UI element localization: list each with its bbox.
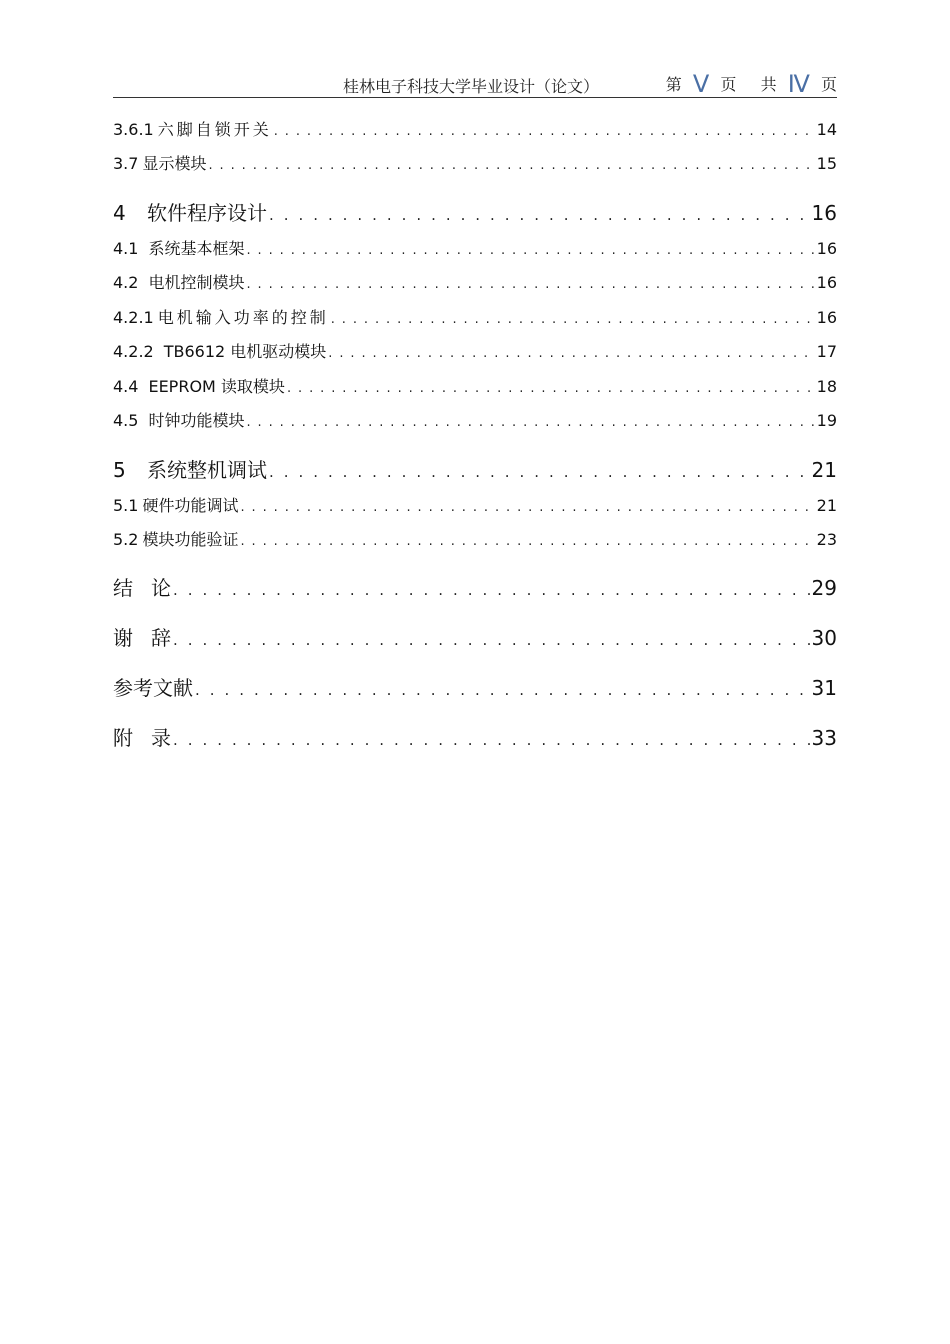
toc-entry-page: 31 [811,676,837,700]
toc-entry-title: 模块功能验证 [142,530,239,549]
toc-entry[interactable] [113,527,837,550]
toc-back-matter-entry[interactable] [113,622,837,651]
toc-entry-page: 29 [811,576,837,600]
toc-chapter-entry[interactable] [113,197,837,226]
toc-entry-page: 23 [816,530,837,549]
toc-entry[interactable] [113,305,837,328]
toc-entry[interactable] [113,374,837,397]
current-page-number: Ⅴ [692,72,710,98]
toc-entry-title: TB6612 电机驱动模块 [163,342,327,361]
toc-entry-number: 3.6.1 [113,120,154,139]
toc-dot-leader [269,206,810,224]
toc-dot-leader [246,243,814,258]
toc-entry-number: 5.2 [113,530,139,549]
toc-entry-title: 显示模块 [142,154,207,173]
page-prefix: 第 [665,75,682,94]
toc-entry-page: 30 [811,626,837,650]
total-unit: 页 [820,75,837,94]
toc-dot-leader [246,277,814,292]
toc-entry[interactable] [113,117,837,140]
toc-entry-title: 结论 [113,576,189,600]
toc-entry-title: 六脚自锁开关 [157,120,272,139]
toc-back-matter-entry[interactable] [113,672,837,701]
toc-entry[interactable] [113,339,837,362]
toc-entry-number: 4.4 [113,377,139,396]
toc-entry-number: 4.2.1 [113,308,154,327]
total-prefix: 共 [760,75,777,94]
toc-dot-leader [240,500,814,515]
toc-entry-page: 14 [816,120,837,139]
toc-dot-leader [331,312,815,327]
toc-dot-leader [173,581,810,599]
header-page-info [666,70,837,99]
toc-entry-page: 21 [811,458,837,482]
toc-dot-leader [246,415,814,430]
toc-entry-number: 4.1 [113,239,139,258]
toc-entry-title: 软件程序设计 [147,201,267,225]
toc-entry-title: 系统整机调试 [147,458,267,482]
toc-entry-page: 17 [816,342,837,361]
toc-back-matter-entry[interactable] [113,572,837,601]
toc-entry-page: 33 [811,726,837,750]
toc-entry-title: 电机控制模块 [148,273,245,292]
toc-back-matter-entry[interactable] [113,722,837,751]
toc-entry-title: 谢辞 [113,626,189,650]
toc-dot-leader [274,124,815,139]
toc-entry-number: 4.5 [113,411,139,430]
toc-entry-page: 16 [816,308,837,327]
page-unit: 页 [720,75,737,94]
toc-entry[interactable] [113,408,837,431]
toc-entry-page: 19 [816,411,837,430]
toc-entry-page: 16 [816,239,837,258]
toc-dot-leader [173,731,810,749]
toc-dot-leader [240,534,814,549]
toc-entry[interactable] [113,236,837,259]
toc-dot-leader [328,346,814,361]
toc-entry-title: 时钟功能模块 [148,411,245,430]
toc-entry-title: 附录 [113,726,189,750]
toc-entry-title: EEPROM 读取模块 [148,377,285,396]
total-page-number: Ⅳ [787,72,810,98]
toc-dot-leader [287,381,815,396]
toc-entry-page: 16 [811,201,837,225]
toc-entry-page: 21 [816,496,837,515]
toc-entry-title: 硬件功能调试 [142,496,239,515]
toc-entry-number: 5 [113,458,126,482]
toc-entry-title: 电机输入功率的控制 [157,308,329,327]
toc-chapter-entry[interactable] [113,454,837,483]
toc-entry-title: 系统基本框架 [148,239,245,258]
toc-entry-number: 4.2 [113,273,139,292]
toc-dot-leader [208,158,814,173]
toc-entry-number: 5.1 [113,496,139,515]
toc-entry-number: 4 [113,201,126,225]
toc-entry-page: 18 [816,377,837,396]
toc-entry[interactable] [113,493,837,516]
toc-dot-leader [173,631,810,649]
toc-dot-leader [195,681,810,699]
toc-entry-page: 16 [816,273,837,292]
toc-entry-title: 参考文献 [113,676,193,700]
toc-entry-page: 15 [816,154,837,173]
toc-entry-number: 3.7 [113,154,139,173]
toc-entry[interactable] [113,270,837,293]
toc-entry[interactable] [113,151,837,174]
page-header [113,70,837,98]
header-title: 桂林电子科技大学毕业设计（论文） [343,77,600,96]
toc-entry-number: 4.2.2 [113,342,154,361]
toc-dot-leader [269,463,810,481]
